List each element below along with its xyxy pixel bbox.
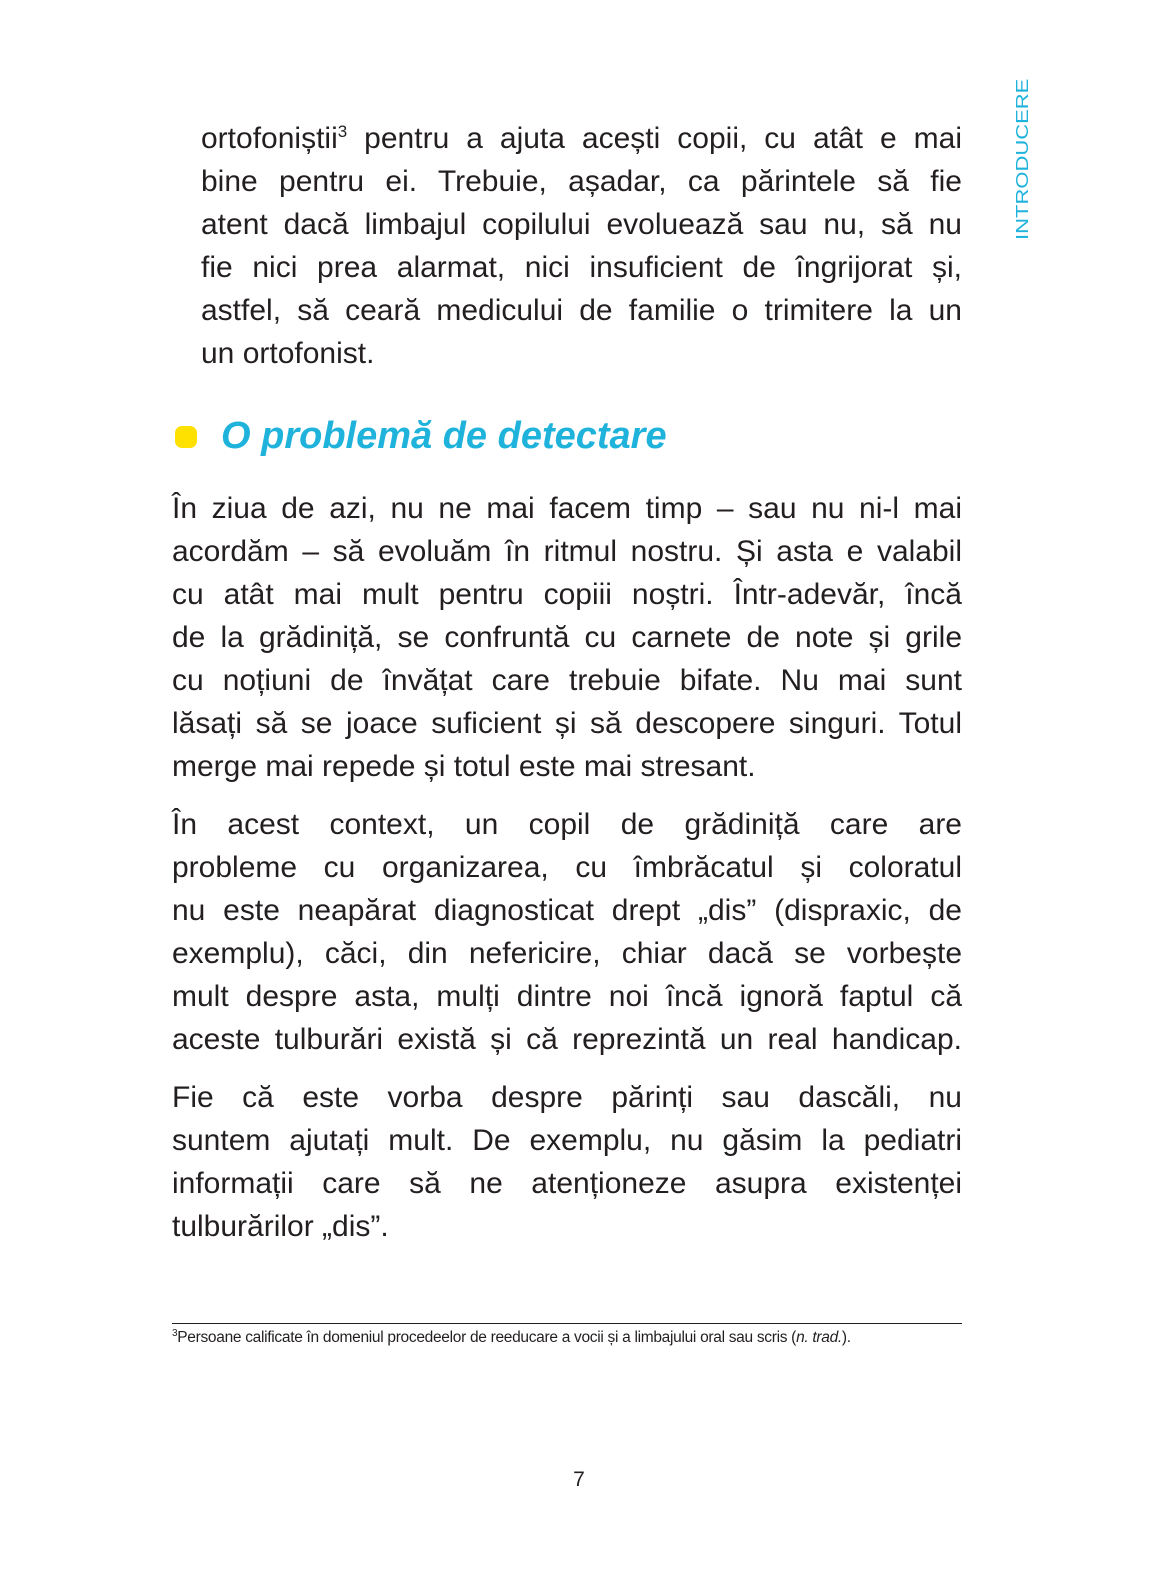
text-segment: pentru a ajuta acești copii, cu atât e mai (347, 122, 962, 155)
paragraph (172, 487, 962, 788)
section-side-label: INTRODUCERE (1012, 78, 1032, 240)
text-line: Fie că este vorba despre părinți sau dascăli, nu (172, 1081, 962, 1114)
text-line: mult despre asta, mulți dintre noi încă ignoră faptul că (172, 980, 962, 1013)
heading-text: O problemă de detectare (221, 415, 667, 457)
footnote-text: Persoane calificate în domeniul procedeelor de reeducare a vocii și a limbajului oral sau scris ( (177, 1329, 797, 1346)
text-line: lăsați să se joace suficient și să descopere singuri. Totul (172, 707, 962, 740)
text-line: atent dacă limbajul copilului evoluează sau nu, să nu (201, 208, 962, 241)
text-line: cu atât mai mult pentru copiii noștri. Într-adevăr, încă (172, 578, 962, 611)
text-line: suntem ajutați mult. De exemplu, nu găsim la pediatri (172, 1124, 962, 1157)
text-line (201, 117, 962, 160)
footnote-ref: 3 (337, 122, 348, 141)
text-line: merge mai repede și totul este mai stresant. (172, 750, 756, 783)
text-line: cu noțiuni de învățat care trebuie bifate. Nu mai sunt (172, 664, 962, 697)
section-heading (175, 415, 667, 458)
text-line: astfel, să ceară medicului de familie o trimitere la un (201, 294, 962, 327)
text-line: În ziua de azi, nu ne mai facem timp – sau nu ni-l mai (172, 492, 962, 525)
paragraph (172, 1076, 962, 1248)
footnote-italic: n. trad. (796, 1329, 842, 1346)
paragraph-continued (201, 117, 962, 375)
text-line: aceste tulburări există și că reprezintă un real handicap. (172, 1023, 962, 1056)
text-line: de la grădiniță, se confruntă cu carnete de note și grile (172, 621, 962, 654)
text-line: acordăm – să evoluăm în ritmul nostru. Și asta e valabil (172, 535, 962, 568)
paragraph (172, 803, 962, 1061)
footnote-mark: 3 (172, 1327, 178, 1339)
text-line: informații care să ne atenționeze asupra existenței (172, 1167, 962, 1200)
footnote (172, 1329, 851, 1347)
text-line: probleme cu organizarea, cu îmbrăcatul și coloratul (172, 851, 962, 884)
footnote-end: ). (841, 1329, 851, 1346)
text-line: fie nici prea alarmat, nici insuficient de îngrijorat și, (201, 251, 962, 284)
text-line: nu este neapărat diagnosticat drept „dis” (dispraxic, de (172, 894, 962, 927)
text-line: În acest context, un copil de grădiniță care are (172, 808, 962, 841)
text-line: exemplu), căci, din nefericire, chiar dacă se vorbește (172, 937, 962, 970)
footnote-divider (172, 1323, 962, 1324)
text-line: un ortofonist. (201, 337, 375, 370)
text-line: bine pentru ei. Trebuie, așadar, ca părintele să fie (201, 165, 962, 198)
bullet-icon (175, 426, 197, 448)
page-number: 7 (573, 1468, 585, 1491)
text-line: tulburărilor „dis”. (172, 1210, 389, 1243)
text-segment: ortofoniștii (201, 122, 338, 155)
